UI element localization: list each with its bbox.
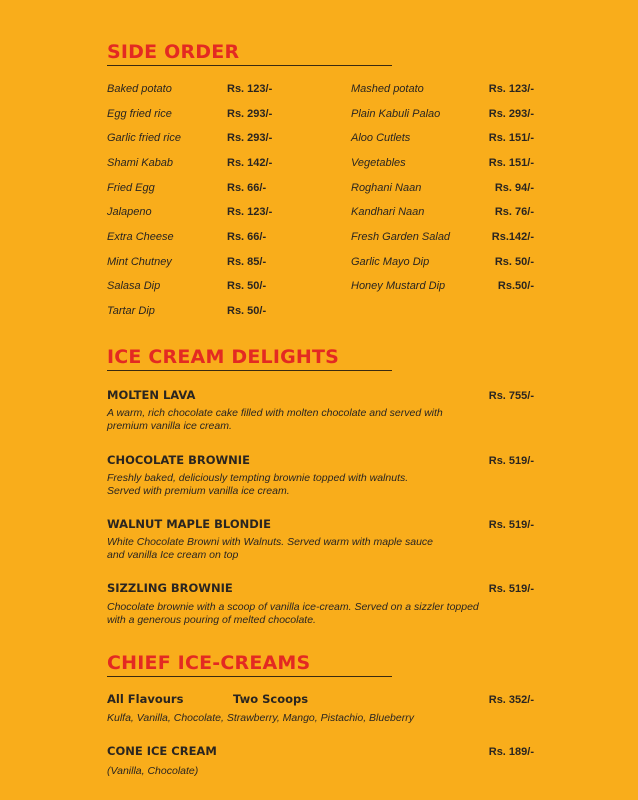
menu-item-name: Baked potato xyxy=(107,83,172,95)
menu-item-name: Garlic fried rice xyxy=(107,132,181,144)
menu-item-description: Chocolate brownie with a scoop of vanilla ice-cream. Served on a sizzler topped xyxy=(107,601,479,613)
menu-item-name: All Flavours xyxy=(107,692,184,706)
menu-item-price: Rs. 85/- xyxy=(227,256,267,268)
menu-item-name: Tartar Dip xyxy=(107,305,155,317)
menu-item-name: Jalapeno xyxy=(107,206,152,218)
section-divider xyxy=(107,65,392,66)
menu-item-price: Rs. 50/- xyxy=(227,305,267,317)
menu-item-name: CHOCOLATE BROWNIE xyxy=(107,453,250,467)
menu-item-price: Rs. 66/- xyxy=(227,182,267,194)
menu-item-name: Mint Chutney xyxy=(107,256,172,268)
menu-item-price: Rs.50/- xyxy=(497,280,534,292)
menu-item-price: Rs. 50/- xyxy=(227,280,267,292)
section-title-ice-cream-delights: ICE CREAM DELIGHTS xyxy=(107,346,340,368)
menu-item-price: Rs. 76/- xyxy=(494,206,534,218)
menu-item-name: Aloo Cutlets xyxy=(351,132,411,144)
menu-item-price: Rs. 519/- xyxy=(488,583,534,595)
menu-item-name: Extra Cheese xyxy=(107,231,174,243)
menu-item-price: Rs. 189/- xyxy=(488,746,534,758)
menu-item-name: Roghani Naan xyxy=(351,182,422,194)
menu-item-price: Rs. 293/- xyxy=(227,108,273,120)
menu-item-name: Honey Mustard Dip xyxy=(351,280,446,292)
menu-item-price: Rs. 755/- xyxy=(488,390,534,402)
menu-item-price: Rs. 293/- xyxy=(227,132,273,144)
menu-item-description: and vanilla Ice cream on top xyxy=(107,549,239,561)
menu-item-name: Egg fried rice xyxy=(107,108,172,120)
menu-item-description: A warm, rich chocolate cake filled with molten chocolate and served with xyxy=(107,407,443,419)
menu-item-price: Rs. 151/- xyxy=(488,132,534,144)
menu-item-price: Rs. 352/- xyxy=(488,694,534,706)
section-title-chief-ice-creams: CHIEF ICE-CREAMS xyxy=(107,652,311,674)
menu-item-name: SIZZLING BROWNIE xyxy=(107,581,233,595)
menu-item-description: Kulfa, Vanilla, Chocolate, Strawberry, Mango, Pistachio, Blueberry xyxy=(107,712,414,724)
menu-item-price: Rs. 519/- xyxy=(488,455,534,467)
menu-item-price: Rs. 123/- xyxy=(227,206,273,218)
menu-item-description: Served with premium vanilla ice cream. xyxy=(107,485,290,497)
menu-item-name: Fresh Garden Salad xyxy=(351,231,451,243)
menu-item-description: Freshly baked, deliciously tempting brownie topped with walnuts. xyxy=(107,472,409,484)
menu-item-name: Garlic Mayo Dip xyxy=(351,256,430,268)
menu-item-price: Rs. 94/- xyxy=(494,182,534,194)
menu-item-subtitle: Two Scoops xyxy=(233,692,309,706)
menu-item-name: Plain Kabuli Palao xyxy=(351,108,441,120)
menu-item-price: Rs. 123/- xyxy=(488,83,534,95)
menu-item-description: White Chocolate Browni with Walnuts. Served warm with maple sauce xyxy=(107,536,434,548)
menu-item-price: Rs. 123/- xyxy=(227,83,273,95)
menu-item-name: Salasa Dip xyxy=(107,280,161,292)
menu-item-price: Rs. 142/- xyxy=(227,157,273,169)
menu-item-name: Fried Egg xyxy=(107,182,155,194)
menu-item-name: WALNUT MAPLE BLONDIE xyxy=(107,517,271,531)
menu-item-price: Rs. 293/- xyxy=(488,108,534,120)
menu-item-name: Shami Kabab xyxy=(107,157,174,169)
menu-item-price: Rs. 50/- xyxy=(494,256,534,268)
menu-item-description: premium vanilla ice cream. xyxy=(107,420,232,432)
menu-item-price: Rs.142/- xyxy=(491,231,534,243)
menu-item-price: Rs. 519/- xyxy=(488,519,534,531)
section-divider xyxy=(107,676,392,677)
menu-item-price: Rs. 151/- xyxy=(488,157,534,169)
menu-item-name: MOLTEN LAVA xyxy=(107,388,196,402)
menu-item-description: (Vanilla, Chocolate) xyxy=(107,765,199,777)
menu-item-name: Vegetables xyxy=(351,157,406,169)
section-divider xyxy=(107,370,392,371)
menu-item-description: with a generous pouring of melted chocolate. xyxy=(107,614,316,626)
menu-item-name: Mashed potato xyxy=(351,83,424,95)
section-title-side-order: SIDE ORDER xyxy=(107,41,240,63)
menu-item-price: Rs. 66/- xyxy=(227,231,267,243)
menu-item-name: Kandhari Naan xyxy=(351,206,425,218)
menu-item-name: CONE ICE CREAM xyxy=(107,744,217,758)
